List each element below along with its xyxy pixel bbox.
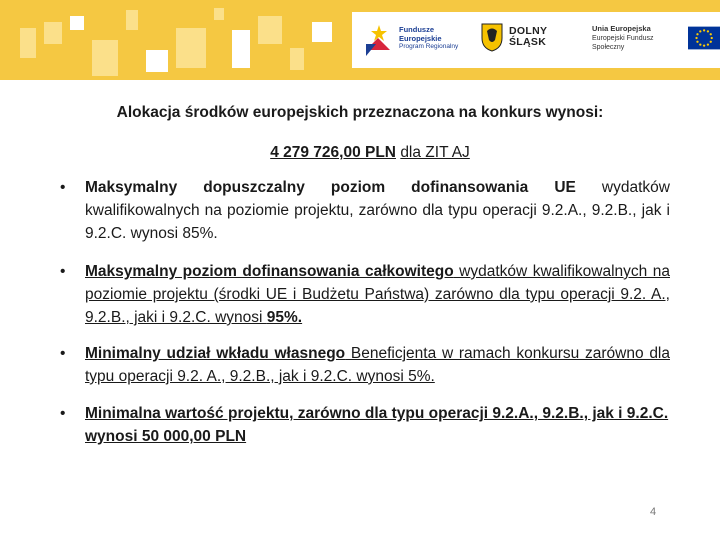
- region-logo: [480, 22, 547, 52]
- decor-square: [20, 28, 36, 58]
- eu-flag-icon: [688, 26, 720, 50]
- bullet-bold-text: Minimalna wartość projektu, zarówno dla typu operacji 9.2.A., 9.2.B., jak i 9.2.C. wynosi 50 000,00 PLN: [85, 405, 669, 445]
- funds-star-icon: [364, 20, 394, 58]
- funds-line3: Program Regionalny: [399, 43, 459, 51]
- decor-square: [176, 28, 206, 68]
- amount-suffix: dla ZIT AJ: [400, 144, 470, 161]
- coat-of-arms-icon: [480, 22, 504, 52]
- logo-strip: [352, 12, 720, 68]
- amount-value: 4 279 726,00 PLN: [270, 144, 396, 161]
- bullet-bold-text: Maksymalny poziom dofinansowania całkowitego: [85, 263, 454, 280]
- bullet-dot: •: [60, 405, 66, 422]
- decor-square: [214, 8, 224, 20]
- bullet-text: wydatków kwalifikowalnych na poziomie projektu (środki UE i Budżetu Państwa) zarówno dla typu operacji 9.2. A., 9.2.B., jaki i 9.2.C. wynosi: [85, 263, 670, 326]
- eu-line2: Europejski Fundusz Społeczny: [592, 35, 654, 51]
- bullet-item: [60, 402, 670, 448]
- decor-square: [290, 48, 304, 70]
- decor-square: [70, 16, 84, 30]
- bullet-emphasis: 95%.: [266, 309, 303, 326]
- decor-square: [146, 50, 168, 72]
- bullet-item: [60, 176, 670, 245]
- eu-line1: Unia Europejska: [592, 24, 651, 33]
- decor-square: [126, 10, 138, 30]
- funds-line2: Europejskie: [399, 33, 442, 43]
- region-line1: DOLNY: [509, 25, 548, 37]
- region-line2: ŚLĄSK: [509, 36, 547, 48]
- bullet-bold-text: Minimalny udział wkładu własnego: [85, 345, 346, 362]
- page-number: 4: [650, 506, 657, 518]
- eu-logo: [592, 24, 720, 52]
- bullet-dot: •: [60, 179, 66, 196]
- bullet-bold-text: Maksymalny dopuszczalny poziom dofinansowania UE: [85, 179, 576, 196]
- decor-square: [44, 22, 62, 44]
- bullet-item: [60, 260, 670, 329]
- bullet-dot: •: [60, 263, 66, 280]
- page-heading: Alokacja środków europejskich przeznaczona na konkurs wynosi:: [116, 104, 604, 121]
- funds-logo: [364, 20, 458, 58]
- decor-square: [258, 16, 282, 44]
- decor-square: [312, 22, 332, 42]
- bullet-text: wydatków kwalifikowalnych na poziomie projektu, zarówno dla typu operacji 9.2.A., 9.2.B., jak i 9.2.C. wynosi 85%.: [85, 179, 670, 242]
- funds-line1: Fundusze: [399, 25, 434, 35]
- decor-square: [92, 40, 118, 76]
- bullet-item: [60, 342, 670, 388]
- allocation-amount: [0, 144, 720, 162]
- bullet-dot: •: [60, 345, 66, 362]
- decor-square: [232, 30, 250, 68]
- bullet-text: Beneficjenta w ramach konkursu zarówno dla typu operacji 9.2. A., 9.2.B., jak i 9.2.C. wynosi 5%.: [85, 345, 670, 385]
